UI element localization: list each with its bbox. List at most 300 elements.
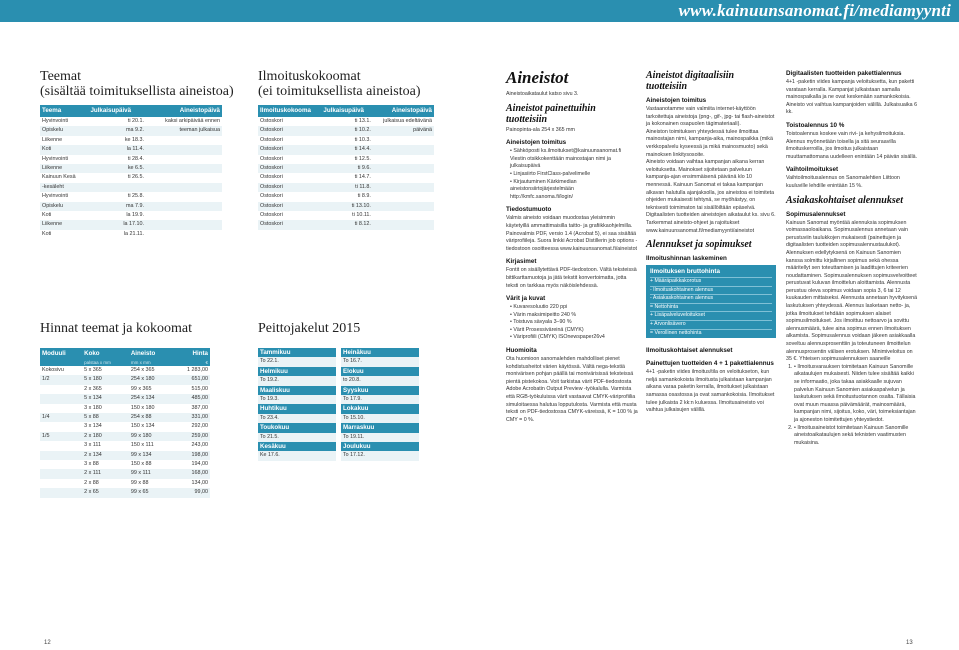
toimitus-list bbox=[506, 148, 638, 201]
table-row bbox=[258, 451, 336, 460]
teemat-title bbox=[40, 69, 240, 99]
table-cell: 150 x 180 bbox=[130, 404, 155, 411]
teemat-table bbox=[40, 105, 222, 239]
table-cell: Hyvinvointi bbox=[42, 193, 69, 200]
date-cell: To 21.5. bbox=[258, 433, 336, 442]
table-row bbox=[40, 432, 210, 441]
list-item: • 2. Ilmoitusaineistot toimitetaan Kainuun Sanomille aineistoaikataulujen sekä teknisten vaatimusten mukaisina. bbox=[794, 425, 918, 448]
list-item: • Kuvaresoluutio 220 ppi bbox=[510, 304, 638, 312]
table-row bbox=[40, 220, 222, 229]
table-cell bbox=[146, 230, 222, 239]
table-cell bbox=[373, 192, 434, 201]
table-cell: 1/4 bbox=[40, 413, 82, 422]
column-header: Hinta bbox=[172, 348, 210, 359]
list-item: • Värit Prosessiväreinä (CMYK) bbox=[510, 327, 638, 335]
date-cell: to 20.8. bbox=[341, 376, 419, 385]
table-cell: Ostoskori bbox=[260, 193, 283, 200]
paketti-heading: Painettujen tuotteiden 4 + 1 pakettialennus bbox=[646, 360, 774, 368]
table-cell: 2 x 134 bbox=[82, 451, 129, 460]
table-row bbox=[40, 394, 210, 403]
table-cell: ti 12.5. bbox=[354, 155, 371, 162]
table-row bbox=[258, 376, 336, 385]
table-cell: ti 9.6. bbox=[321, 164, 373, 173]
table-row bbox=[258, 117, 434, 126]
table-row bbox=[40, 183, 222, 192]
table-row bbox=[40, 366, 210, 375]
table-row bbox=[341, 357, 419, 366]
teemat-title-sub: (sisältää toimituksellista aineistoa) bbox=[40, 84, 234, 99]
month-header: Marraskuu bbox=[341, 423, 419, 432]
column-header: Aineistopäivä bbox=[146, 105, 222, 117]
column-unit: mm x mm bbox=[129, 359, 172, 366]
digi-toimitus-heading: Aineistojen toimitus bbox=[646, 97, 707, 104]
month-header: Lokakuu bbox=[341, 404, 419, 413]
table-cell: Ostoskori bbox=[260, 174, 283, 181]
table-cell bbox=[40, 460, 82, 469]
table-row bbox=[341, 414, 419, 423]
list-item[interactable]: • Kirjautuminen Kärkimedian aineistonsiirtojärjestelmään http://kmfc.sanoma.fi/login/ bbox=[510, 179, 638, 202]
website-url[interactable]: www.kainuunsanomat.fi/mediamyynti bbox=[678, 1, 951, 20]
table-cell: 243,00 bbox=[191, 442, 208, 449]
table-cell: 387,00 bbox=[191, 404, 208, 411]
column-header: Julkaisupäivä bbox=[321, 105, 373, 117]
table-cell: 3 x 111 bbox=[84, 442, 101, 449]
list-item: • Toistuva sävyala 3–90 % bbox=[510, 319, 638, 327]
table-cell: 1 283,00 bbox=[187, 367, 208, 373]
table-row bbox=[258, 423, 336, 432]
date-cell: Ke 17.6. bbox=[258, 451, 336, 460]
peitto-title: Peittojakelut 2015 bbox=[258, 321, 361, 336]
table-cell: 254 x 134 bbox=[129, 394, 172, 403]
table-cell bbox=[146, 202, 222, 211]
box-line: + Arvonlisävero bbox=[650, 321, 772, 330]
table-row bbox=[258, 220, 434, 229]
table-cell bbox=[40, 488, 82, 497]
table-cell bbox=[146, 192, 222, 201]
table-row bbox=[40, 488, 210, 497]
table-cell: 99 x 88 bbox=[130, 479, 149, 486]
table-row bbox=[341, 442, 419, 451]
box-line: + Lisäpalveluveloitukset bbox=[650, 312, 772, 321]
table-cell bbox=[373, 164, 434, 173]
table-cell: 3 x 88 bbox=[84, 461, 99, 468]
table-row bbox=[40, 155, 222, 164]
table-cell: la 19.9. bbox=[126, 212, 145, 219]
table-cell bbox=[146, 136, 222, 145]
table-cell: ti 13.10. bbox=[321, 202, 373, 211]
table-cell bbox=[373, 155, 434, 164]
ilmoituskohtaiset-heading: Ilmoituskohtaiset alennukset bbox=[646, 347, 733, 355]
table-row bbox=[40, 192, 222, 201]
table-cell: 5 x 180 bbox=[82, 375, 129, 384]
table-cell: Kainuun Kesä bbox=[42, 174, 76, 181]
month-header: Tammikuu bbox=[258, 348, 336, 357]
table-row bbox=[341, 386, 419, 395]
table-cell: 168,00 bbox=[172, 469, 210, 478]
month-header: Maaliskuu bbox=[258, 386, 336, 395]
table-cell: ti 8.9. bbox=[357, 193, 371, 200]
table-row bbox=[258, 414, 336, 423]
list-item: • Väriprofiili (CMYK) ISOnewspaper26v4 bbox=[510, 334, 638, 342]
table-cell: 198,00 bbox=[172, 451, 210, 460]
date-cell: To 16.7. bbox=[341, 357, 419, 366]
varit-list bbox=[506, 304, 638, 342]
table-row bbox=[40, 460, 210, 469]
month-header: Kesäkuu bbox=[258, 442, 336, 451]
table-cell bbox=[146, 145, 222, 154]
paragraph: 4+1 -paketin viides ilmoitus/tila on veloitukseton, kun neljä samankokoista ilmoitusta julkaistaan kampanjan aikana varaa paketin kerralla, ilmoitukset julkaistaan samassa osastossa ja ovat samankokoisia. Ilmoitukset tulee julkaista 2 kk:n kuluessa. Ilmoitusaineisto voi vaihtua julkaisujen välillä. bbox=[646, 369, 775, 414]
huomioita-heading: Huomioita bbox=[506, 347, 537, 355]
table-cell bbox=[373, 202, 434, 211]
table-row bbox=[40, 117, 222, 126]
table-cell: 134,00 bbox=[191, 479, 208, 486]
table-row bbox=[258, 211, 434, 220]
painettu-heading: Aineistot painettuihin tuotteisiin bbox=[506, 102, 596, 125]
table-cell bbox=[373, 136, 434, 145]
month-header: Toukokuu bbox=[258, 423, 336, 432]
column-header: Ilmoituskokooma bbox=[258, 105, 321, 117]
table-row bbox=[40, 375, 210, 384]
date-cell: To 19.2. bbox=[258, 376, 336, 385]
box-line: + Määräpaikkakorotus bbox=[650, 278, 772, 287]
paragraph: Aineisto voidaan vaihtaa kampanjan aikana kerran veloituksetta. Mainokset sijoitetaan palveluun kampanja-ajan ensimmäisenä päivänä klo 10 mennessä. Kainuun Sanomat ei takaa kampanjan alkavan halutulla ajanjaksolla, jos aineistoa ei toimiteta ohjeiden mukaisesti tehtynä, se myöhästyy, on teknisesti toimimaton tai sisällöiltään epäselvä. bbox=[646, 159, 775, 211]
table-cell: 1/5 bbox=[40, 432, 82, 441]
date-cell: To 15.10. bbox=[341, 414, 419, 423]
month-header: Helmikuu bbox=[258, 367, 336, 376]
table-row bbox=[40, 451, 210, 460]
table-row bbox=[258, 136, 434, 145]
ilmoitus-title bbox=[258, 69, 478, 99]
table-cell: Koti bbox=[42, 212, 52, 219]
table-cell: 150 x 88 bbox=[130, 461, 152, 468]
table-cell: ti 20.1. bbox=[127, 118, 145, 124]
peitto-left-table bbox=[258, 348, 336, 461]
table-row bbox=[40, 479, 210, 488]
dig-paketti-heading: Digitaalisten tuotteiden pakettialennus bbox=[786, 70, 902, 77]
list-item: • Linjasiirto FirstClass-palvelimelle bbox=[510, 171, 638, 179]
price-calc-box bbox=[646, 265, 776, 338]
alennukset-heading: Alennukset ja sopimukset bbox=[646, 239, 752, 251]
table-cell: 254 x 180 bbox=[129, 375, 172, 384]
painopinta-text: Painopinta-ala 254 x 365 mm bbox=[506, 126, 575, 133]
table-cell bbox=[40, 479, 82, 488]
table-row bbox=[258, 183, 434, 192]
table-cell bbox=[373, 145, 434, 154]
table-row bbox=[341, 395, 419, 404]
column-header: Teema bbox=[40, 105, 88, 117]
table-cell: Ostoskori bbox=[258, 220, 321, 229]
table-cell: Hyvinvointi bbox=[42, 155, 69, 162]
table-row bbox=[258, 164, 434, 173]
box-line: = Nettohinta bbox=[650, 304, 772, 313]
table-cell: Koti bbox=[42, 230, 52, 237]
table-cell: ma 7.9. bbox=[88, 202, 146, 211]
tiedosto-text: Valmis aineisto voidaan muodostaa yleisimmin käytetyillä ammattimaisilla taitto- ja grafiikkaohjelmilla. Painovalmis PDF, versio 1.4 (Acrobat 5), ei saa sisältää väriprofiileja. Suora linkki Acrobat Distillerin job options -tiedostoon osoitteessa www.kainuunsanomat.fi/aineistot bbox=[506, 215, 638, 252]
table-cell: 99 x 111 bbox=[129, 469, 172, 478]
paragraph: Toistoalennus koskee vain rivi- ja kehysilmoituksia. Alennus myönnetään toisella ja sitä seuraavilla ilmoituskerroilla, jos ilmoitus julkaistaan muuttamattomana uudelleen enintään 14 päivän sisällä. bbox=[786, 130, 918, 160]
table-row bbox=[258, 348, 336, 357]
table-cell: 2 x 365 bbox=[84, 385, 102, 392]
table-cell: 259,00 bbox=[172, 432, 210, 441]
table-cell: 2 x 88 bbox=[84, 479, 99, 486]
table-cell: Hyvinvointi bbox=[42, 118, 69, 124]
month-header: Syyskuu bbox=[341, 386, 419, 395]
table-row bbox=[258, 404, 336, 413]
table-cell: Ostoskori bbox=[258, 126, 321, 135]
table-cell bbox=[88, 183, 146, 192]
list-item: • Värin maksimipeitto 240 % bbox=[510, 312, 638, 320]
paragraph: Kainuun Sanomat myöntää alennuksia sopimuksen voimassaoloaikana. Sopimusalennus annetaan vain perustuviin taulukkojen mukaisesti (painettujen ja digitaalisten tuotteiden sopimusalennustaulukot). Alennuksen edellytyksenä on Kainuun Sanomien kanssa solmittu kirjallinen sopimus sekä ohessa määritellyt sen toteuttamisen ja laadittujen kriteerien noudattaminen. Sopimusalennuksen sopimusvelvoitteet perustuvat kuluvan ilmoittelun aloittamista. Alennusta perustuu oleva sopimus voidaan sopia 3, 6 tai 12 kuukauden mittaiseksi. Alennusta annetaan hyvityksenä laskutuksen yhteydessä. Alennus lasketaan netto- ja, jotka ilmoitukset tehdään sopimuksen alaiset sopimusilmoitukset. Jos ilmoittuu nettoarvo ja sovittu alennusmäärä, tulee aina sopimus ennen ilmoituksen alkamista. Sopimusalennus voidaan jäkeen asiakkaalla soveltuu alennusprosenttiin ja toteutuneen ilmoittelun alennusprosentin välisen erotuksen. Minimiveloitus on 35 €. Yhteisen sopimusalennuksen saaneille bbox=[786, 219, 918, 363]
table-cell bbox=[40, 385, 82, 394]
table-row bbox=[258, 395, 336, 404]
table-cell: ke 18.3. bbox=[124, 136, 145, 143]
table-cell: Liikenne bbox=[42, 136, 63, 143]
date-cell: To 17.9. bbox=[341, 395, 419, 404]
table-cell bbox=[40, 404, 82, 413]
digi-column bbox=[646, 70, 776, 415]
column-header: Koko bbox=[82, 348, 129, 359]
table-row bbox=[258, 126, 434, 135]
table-cell: 292,00 bbox=[191, 423, 208, 430]
column-unit bbox=[40, 359, 82, 366]
table-cell: teeman julkaisua bbox=[146, 126, 222, 135]
table-cell bbox=[146, 211, 222, 220]
box-line: Ilmoituksen bruttohinta bbox=[650, 266, 772, 278]
month-header: Elokuu bbox=[341, 367, 419, 376]
table-cell: ti 10.2. bbox=[321, 126, 373, 135]
table-row bbox=[258, 367, 336, 376]
table-cell: julkaisua edeltävänä bbox=[383, 118, 432, 124]
ilmoitus-title-main: Ilmoituskokoomat bbox=[258, 69, 361, 84]
paragraph: Vastaanotamme vain valmiita internet-käyttöön tarkoitettuja aineistoja (png-, gif-, jpg- tai flash-aineistot ja kokonainen osapuolen tägimateriaali). bbox=[646, 106, 775, 128]
table-cell: la 21.11. bbox=[123, 230, 145, 237]
paragraph-link[interactable]: Tarkemmat aineisto-ohjeet ja rajoitukset www.kainuunsanomat.fi/mediamyynti/aineistot bbox=[646, 219, 755, 234]
table-row bbox=[258, 433, 336, 442]
huomioita-text: Ota huomioon sanomalehden mahdolliset pienet kohdistusheitot värien käytössä. Vältä nega-tekstiä monivärisen pohjan päällä tai monivärisissä teksteissä pientä pistekokoa. Voit tarkistaa värit PDF-tiedostosta Adobe Acrobatin Output Preview -työkalulla. Varmista että RGB-työkuluissa värit vastaavat CMYK-väriprofiilia simuloitaessa halutua lopputulosta. Varmista että musta teksti on PDF-tiedostossa CMYK-väreissä, K = 100 % ja CMY = 0 %. bbox=[506, 356, 638, 423]
peitto-right-table bbox=[341, 348, 419, 461]
table-row bbox=[40, 422, 210, 431]
table-cell: 99,00 bbox=[172, 488, 210, 497]
table-cell: 150 x 111 bbox=[130, 442, 154, 449]
table-cell: 331,00 bbox=[172, 413, 210, 422]
table-row bbox=[341, 433, 419, 442]
table-cell bbox=[40, 451, 82, 460]
aineistot-intro: Aineistoaikataulut katso sivu 3. bbox=[506, 91, 579, 97]
table-cell: 254 x 365 bbox=[130, 367, 155, 373]
table-cell: 2 x 65 bbox=[82, 488, 129, 497]
box-line: - Asiakaskohtainen alennus bbox=[650, 295, 772, 304]
table-cell: 99 x 365 bbox=[130, 385, 152, 392]
table-cell: ti 25.8. bbox=[127, 193, 145, 200]
ilmoitushinta-heading: Ilmoitushinnan laskeminen bbox=[646, 255, 727, 263]
column-header: Aineistopäivä bbox=[373, 105, 434, 117]
table-cell: ti 10.3. bbox=[354, 136, 371, 143]
table-cell bbox=[373, 220, 434, 229]
table-cell: Koti bbox=[40, 145, 88, 154]
table-row bbox=[341, 376, 419, 385]
table-cell: 99 x 65 bbox=[129, 488, 172, 497]
table-row bbox=[258, 173, 434, 182]
list-item: • 1. Ilmoitusvarauksen toimitetaan Kainuun Sanomille aikataulujen mukaisesti. Niiden tulee sisältää kaikki se informaatio, joka takaa asiakkaalle sujuvan palvelun Kainuun Sanomien asiakaspalvelun ja laskutuksen sekä ilmoitustuotannon osalta. Tällaisia ovat muun muassa päivämäärät, mainosmäärä, kampanjan nimi, sijoitus, koko, väri, toimeksiantajan ja ajoneston toimitettujen yhteystiedot. bbox=[794, 364, 918, 425]
asiakas-heading: Asiakaskohtaiset alennukset bbox=[786, 194, 903, 206]
table-cell: Opiskelu bbox=[40, 126, 88, 135]
table-cell: ti 8.12. bbox=[321, 220, 373, 229]
table-cell bbox=[373, 183, 434, 192]
table-cell: 194,00 bbox=[191, 461, 208, 468]
table-row bbox=[40, 385, 210, 394]
table-cell: Ostoskori bbox=[258, 164, 321, 173]
table-cell: ti 13.1. bbox=[354, 118, 371, 124]
table-cell: 3 x 134 bbox=[84, 423, 102, 430]
column-header: Julkaisupäivä bbox=[88, 105, 146, 117]
table-cell: 1/2 bbox=[40, 375, 82, 384]
table-cell: ti 26.5. bbox=[127, 174, 145, 181]
table-cell: 651,00 bbox=[172, 375, 210, 384]
table-cell: 99 x 134 bbox=[129, 451, 172, 460]
date-cell: To 23.4. bbox=[258, 414, 336, 423]
toimitus-heading: Aineistojen toimitus bbox=[506, 139, 567, 147]
table-row bbox=[40, 136, 222, 145]
table-cell: 99 x 180 bbox=[129, 432, 172, 441]
date-cell: To 19.11. bbox=[341, 433, 419, 442]
table-cell: 5 x 134 bbox=[82, 394, 129, 403]
table-cell: päivänä bbox=[373, 126, 434, 135]
table-row bbox=[40, 202, 222, 211]
sopimus-heading: Sopimusalennukset bbox=[786, 210, 846, 218]
table-cell: ti 10.11. bbox=[352, 212, 371, 219]
table-cell: -kesäleht bbox=[40, 183, 88, 192]
teemat-title-main: Teemat bbox=[40, 69, 81, 84]
table-cell: 5 x 365 bbox=[84, 367, 102, 373]
table-cell: la 17.10. bbox=[88, 220, 146, 229]
numbered-list bbox=[786, 364, 918, 448]
table-row bbox=[258, 357, 336, 366]
table-cell: Kokosivu bbox=[42, 367, 64, 373]
table-row bbox=[40, 413, 210, 422]
date-cell: To 22.1. bbox=[258, 357, 336, 366]
table-cell bbox=[40, 469, 82, 478]
table-cell bbox=[146, 220, 222, 229]
month-header: Joulukuu bbox=[341, 442, 419, 451]
table-row bbox=[40, 211, 222, 220]
table-cell bbox=[146, 155, 222, 164]
table-row bbox=[40, 164, 222, 173]
table-cell: Ostoskori bbox=[258, 183, 321, 192]
box-line: = Verollinen nettohinta bbox=[650, 329, 702, 336]
table-cell: ti 14.4. bbox=[321, 145, 373, 154]
table-cell: 254 x 88 bbox=[129, 413, 172, 422]
table-cell bbox=[373, 173, 434, 182]
table-row bbox=[40, 469, 210, 478]
table-row bbox=[341, 367, 419, 376]
table-cell: la 11.4. bbox=[88, 145, 146, 154]
table-cell: Ostoskori bbox=[260, 136, 283, 143]
table-row bbox=[40, 230, 222, 239]
table-row bbox=[258, 155, 434, 164]
table-cell: kaksi arkipäivää ennen bbox=[165, 118, 220, 124]
table-cell: ma 9.2. bbox=[88, 126, 146, 135]
table-row bbox=[40, 173, 222, 182]
table-cell: ti 11.8. bbox=[321, 183, 373, 192]
paragraph: Vaihtoilmoitusalennus on Sanomalehtien Liittoon kuuluville lehdille enintään 15 %. bbox=[786, 175, 900, 189]
alennus-column bbox=[786, 70, 918, 447]
table-cell: Ostoskori bbox=[258, 202, 321, 211]
table-cell: 3 x 180 bbox=[84, 404, 102, 411]
list-item[interactable]: • Sähköposti ks.ilmoitukset@kainuunsanomat.fi Viestin otsikkokenttään mainostajan nimi ja julkaisupäivä bbox=[510, 148, 638, 171]
date-cell: To 17.12. bbox=[341, 451, 419, 460]
page-number-right: 13 bbox=[906, 640, 913, 646]
table-row bbox=[258, 145, 434, 154]
paragraph: 4+1 -paketin viides kampanja veloituksetta, kun paketti varataan kerralla. Kampanjat julkaistaan samalla mainospaikalla ja ne ovat keskenään samankokoisia. Aineisto voi vaihtua kampanjoiden välillä. Julkaisuaika 6 kk. bbox=[786, 79, 918, 116]
top-banner bbox=[0, 0, 959, 22]
paragraph: Digitaalisten tuotteiden aineistojen aikataulut ks. sivu 6. bbox=[646, 212, 776, 219]
table-cell: 515,00 bbox=[191, 385, 208, 392]
box-line: - Ilmoituskohtainen alennus bbox=[650, 287, 772, 296]
column-header: Aineisto bbox=[129, 348, 172, 359]
table-row bbox=[40, 404, 210, 413]
table-header-row bbox=[40, 105, 222, 117]
toisto-heading: Toistoalennus 10 % bbox=[786, 121, 845, 129]
table-row bbox=[258, 192, 434, 201]
table-row bbox=[258, 386, 336, 395]
aineistot-heading: Aineistot bbox=[506, 68, 569, 87]
table-cell: ti 28.4. bbox=[127, 155, 145, 162]
table-row bbox=[258, 202, 434, 211]
paragraph: Aineiston toimituksen yhteydessä tulee ilmoittaa mainostajan nimi, kampanja-aika, mainospaikka (mikä verkkopalvelu kyseessä ja mikä mainosmuoto) sekä mainoksen linkitysosoite. bbox=[646, 128, 773, 158]
tiedosto-heading: Tiedostumuoto bbox=[506, 206, 552, 214]
table-cell bbox=[146, 183, 222, 192]
table-row bbox=[258, 442, 336, 451]
table-cell bbox=[40, 422, 82, 431]
table-cell: 2 x 111 bbox=[82, 469, 129, 478]
aineistot-column bbox=[506, 68, 638, 424]
table-cell: Ostoskori bbox=[260, 118, 283, 124]
table-cell: 5 x 88 bbox=[82, 413, 129, 422]
table-cell bbox=[40, 441, 82, 450]
table-row bbox=[341, 451, 419, 460]
table-cell: ti 14.7. bbox=[354, 174, 371, 181]
table-cell: Opiskelu bbox=[40, 202, 88, 211]
table-row bbox=[40, 126, 222, 135]
table-cell: 2 x 180 bbox=[82, 432, 129, 441]
table-row bbox=[40, 441, 210, 450]
table-cell: Ostoskori bbox=[260, 155, 283, 162]
table-cell: Liikenne bbox=[40, 164, 88, 173]
table-header-row bbox=[258, 105, 434, 117]
table-cell: 150 x 134 bbox=[130, 423, 155, 430]
hinnat-title: Hinnat teemat ja kokoomat bbox=[40, 321, 193, 336]
table-cell: 485,00 bbox=[172, 394, 210, 403]
table-row bbox=[341, 348, 419, 357]
column-header: Moduuli bbox=[40, 348, 82, 359]
column-unit: € bbox=[172, 359, 210, 366]
table-cell bbox=[373, 211, 434, 220]
month-header: Heinäkuu bbox=[341, 348, 419, 357]
month-header: Huhtikuu bbox=[258, 404, 336, 413]
table-cell bbox=[40, 394, 82, 403]
table-header-row bbox=[40, 348, 210, 359]
page-number-left: 12 bbox=[44, 640, 51, 646]
vaihto-heading: Vaihtoilmoitukset bbox=[786, 166, 839, 174]
table-cell: ke 6.5. bbox=[88, 164, 146, 173]
digi-heading: Aineistot digitaalisiin tuotteisiin bbox=[646, 70, 735, 92]
table-cell: Ostoskori bbox=[258, 145, 321, 154]
table-row bbox=[341, 423, 419, 432]
kirjasimet-heading: Kirjasimet bbox=[506, 258, 537, 266]
column-unit: palstaa x mm bbox=[82, 359, 129, 366]
table-cell: Ostoskori bbox=[260, 212, 283, 219]
ilmoitus-title-sub: (ei toimituksellista aineistoa) bbox=[258, 84, 421, 99]
